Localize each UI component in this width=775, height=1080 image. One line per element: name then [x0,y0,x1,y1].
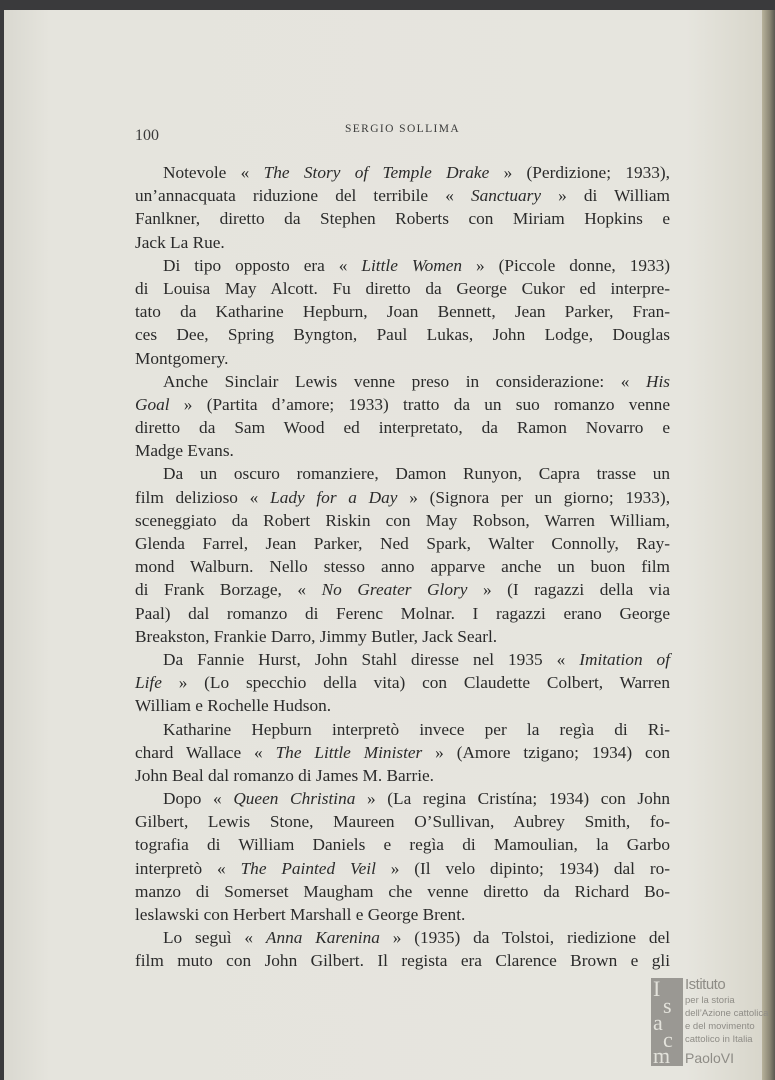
text-run: Paal) dal romanzo di Ferenc Molnar. I ragazzi erano George [135,603,670,623]
text-run: di Louisa May Alcott. Fu diretto da George Cukor ed interpre- [135,278,670,298]
isacem-monogram [651,978,683,1066]
text-run: » di William [541,186,671,206]
text-run: Glenda Farrel, Jean Parker, Ned Spark, Walter Connolly, Ray- [135,534,670,553]
text-run: Lo seguì « [163,928,266,948]
book-edge [762,10,775,1080]
text-line [135,370,670,393]
text-run: interpretò « [135,858,241,878]
text-run: Katharine Hepburn interpretò invece per la regìa di Ri- [163,719,670,739]
text-run: William e Rochelle Hudson. [135,696,332,716]
film-title-italic: No Greater Glory [321,580,468,600]
text-run: ces Dee, Spring Byngton, Paul Lukas, John Lodge, Douglas [135,325,670,345]
text-run: chard Wallace « [135,742,276,762]
text-line [135,718,670,741]
text-run: John Beal dal romanzo di James M. Barrie. [135,765,434,785]
text-run: manzo di Somerset Maugham che venne diretto da Richard Bo- [135,881,670,901]
film-title-italic: Anna Karenina [265,928,380,948]
text-line [135,602,670,625]
text-line [135,764,670,787]
text-line [135,254,670,277]
text-run: Da un oscuro romanziere, Damon Runyon, Capra trasse un [163,464,670,484]
text-line [135,880,670,903]
text-run: Notevole « [163,163,264,182]
text-run: un’annacquata riduzione del terribile « [135,186,471,206]
text-line [135,578,670,601]
film-title-italic: Sanctuary [470,186,542,206]
text-run: » (I ragazzi della via [467,580,671,600]
text-run: » (Amore tzigano; 1934) con [422,742,671,762]
text-line [135,277,670,300]
film-title-italic: The Story of Temple Drake [263,163,490,182]
text-line [135,648,670,671]
text-run: di Frank Borzage, « [135,580,322,600]
text-run: film muto con John Gilbert. Il regista era Clarence Brown e gli [135,951,670,971]
monogram-letter: c [663,1027,673,1052]
film-title-italic: Little Women [361,255,463,275]
text-line [135,462,670,485]
text-run: diretto da Sam Wood ed interpretato, da Ramon Novarro e [135,418,670,438]
monogram-letter: s [663,993,672,1018]
text-line [135,903,670,926]
text-run: » (Piccole donne, 1933) [462,255,671,275]
text-line [135,323,670,346]
text-run: » (Partita d’amore; 1933) tratto da un suo romanzo venne [169,394,670,414]
text-run: Da Fannie Hurst, John Stahl diresse nel 1935 « [163,649,580,669]
text-line [135,810,670,833]
film-title-italic: Life [135,673,162,693]
text-run: Dopo « [163,789,234,809]
film-title-italic: The Little Minister [275,742,423,762]
text-line [135,416,670,439]
film-title-italic: The Painted Veil [240,858,376,878]
text-run: » (Perdizione; 1933), [489,163,670,182]
text-line [135,161,670,184]
text-line [135,857,670,880]
text-line [135,439,670,462]
text-line [135,509,670,532]
text-run: film delizioso « [135,487,271,507]
monogram-letter: a [653,1010,663,1035]
film-title-italic: Goal [135,394,170,414]
text-line [135,231,670,254]
watermark-line: dell’Azione cattolica [685,1008,769,1019]
text-run: sceneggiato da Robert Riskin con May Robson, Warren William, [135,510,670,530]
text-line [135,833,670,856]
text-run: » (La regina Cristína; 1934) con John [355,789,671,809]
film-title-italic: Queen Christina [233,789,356,809]
institute-watermark-logo [651,976,775,1068]
text-run: Jack La Rue. [135,232,225,252]
text-run: Breakston, Frankie Darro, Jimmy Butler, Jack Searl. [135,626,498,646]
text-run: mond Walburn. Nello stesso anno apparve anche un buon film [135,557,670,577]
text-run: tato da Katharine Hepburn, Joan Bennett, Jean Parker, Fran- [135,302,670,322]
text-line [135,532,670,555]
body-text [135,161,670,973]
film-title-italic: His [645,371,670,391]
text-run: Fanlkner, diretto da Stephen Roberts con Miriam Hopkins e [135,209,670,229]
text-line [135,486,670,509]
running-header [135,123,670,143]
text-run: » (Lo specchio della vita) con Claudette Colbert, Warren [161,673,670,693]
text-run: » (1935) da Tolstoi, riedizione del [379,928,670,948]
text-line [135,555,670,578]
film-title-italic: Lady for a Day [270,487,398,507]
text-line [135,671,670,694]
watermark-title: Istituto [685,976,726,993]
text-run: Di tipo opposto era « [163,255,362,275]
text-run: Madge Evans. [135,441,234,461]
text-line [135,207,670,230]
text-run: tografia di William Daniels e regìa di Mamoulian, la Garbo [135,835,670,855]
monogram-letter: I [653,976,661,1001]
running-title: SERGIO SOLLIMA [344,123,461,135]
text-line [135,926,670,949]
watermark-footer: PaoloVI [685,1050,735,1066]
text-line [135,625,670,648]
text-line [135,300,670,323]
text-run: » (Il velo dipinto; 1934) dal ro- [375,858,671,878]
film-title-italic: Imitation of [579,649,671,669]
text-run: Montgomery. [135,348,229,368]
monogram-letter: m [653,1043,671,1068]
text-run: » (Signora per un giorno; 1933), [397,487,671,507]
text-run: Gilbert, Lewis Stone, Maureen O’Sullivan, Aubrey Smith, fo- [135,812,670,832]
text-line [135,393,670,416]
text-line [135,694,670,717]
watermark-line: per la storia [685,995,735,1006]
watermark-line: cattolico in Italia [685,1034,753,1045]
text-line [135,787,670,810]
watermark-line: e del movimento [685,1021,755,1032]
text-line [135,347,670,370]
page-number: 100 [135,127,159,144]
text-run: Anche Sinclair Lewis venne preso in considerazione: « [163,371,646,391]
text-line [135,741,670,764]
text-run: leslawski con Herbert Marshall e George Brent. [135,905,466,924]
text-line [135,184,670,207]
text-line [135,949,670,972]
